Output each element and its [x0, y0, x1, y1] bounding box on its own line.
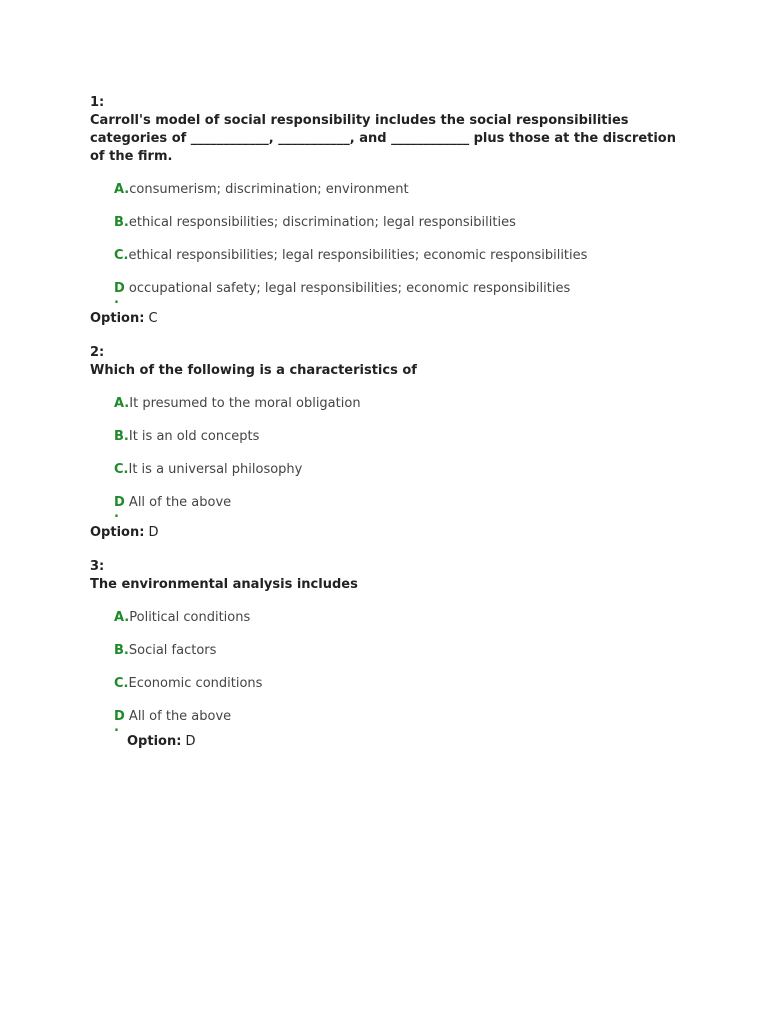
answer-value: D: [181, 734, 196, 749]
option-letter: B.: [114, 215, 129, 230]
answer: [90, 733, 690, 751]
option-b: [114, 428, 690, 446]
option-letter: A.: [114, 396, 130, 411]
option-text: Political conditions: [129, 610, 251, 625]
option-letter: D: [114, 709, 125, 724]
option-c: [114, 675, 690, 693]
option-letter: D: [114, 281, 125, 296]
option-text: It is an old concepts: [128, 429, 260, 444]
options-list: [90, 395, 690, 521]
answer-label: Option:: [127, 734, 182, 749]
answer: [90, 524, 690, 542]
option-dot: .: [114, 292, 119, 307]
quiz-page: [90, 94, 690, 767]
question-3: [90, 558, 690, 751]
option-a: [114, 395, 690, 413]
option-letter: C.: [114, 676, 129, 691]
option-d: [114, 494, 690, 521]
option-text: All of the above: [124, 709, 232, 724]
answer-value: D: [144, 525, 159, 540]
option-letter: A.: [114, 610, 130, 625]
option-text: Social factors: [128, 643, 217, 658]
option-letter: C.: [114, 248, 129, 263]
option-letter: B.: [114, 429, 129, 444]
option-text: Economic conditions: [128, 676, 263, 691]
answer-value: C: [144, 311, 158, 326]
question-number: 3:: [90, 559, 105, 574]
question-number: 1:: [90, 95, 105, 110]
question-number: 2:: [90, 345, 105, 360]
option-letter: C.: [114, 462, 129, 477]
option-a: [114, 181, 690, 199]
option-letter: A.: [114, 182, 130, 197]
question-2: [90, 344, 690, 542]
option-text: consumerism; discrimination; environment: [129, 182, 409, 197]
option-b: [114, 642, 690, 660]
option-text: ethical responsibilities; discrimination; legal responsibilities: [128, 215, 516, 230]
option-letter: D: [114, 495, 125, 510]
option-dot: .: [114, 720, 119, 735]
option-dot: .: [114, 506, 119, 521]
question-1: [90, 94, 690, 328]
option-text: It presumed to the moral obligation: [129, 396, 361, 411]
option-b: [114, 214, 690, 232]
option-text: All of the above: [124, 495, 232, 510]
option-text: ethical responsibilities; legal responsibilities; economic responsibilities: [128, 248, 588, 263]
options-list: [90, 181, 690, 307]
option-text: It is a universal philosophy: [128, 462, 303, 477]
option-letter: B.: [114, 643, 129, 658]
option-a: [114, 609, 690, 627]
question-text: The environmental analysis includes: [90, 577, 358, 592]
answer-label: Option:: [90, 525, 145, 540]
question-text: Which of the following is a characteristics of: [90, 363, 417, 378]
option-d: [114, 708, 690, 735]
options-list: [90, 609, 690, 735]
option-c: [114, 247, 690, 265]
option-c: [114, 461, 690, 479]
option-text: occupational safety; legal responsibilities; economic responsibilities: [124, 281, 571, 296]
answer: [90, 310, 690, 328]
question-text: Carroll's model of social responsibility includes the social responsibilities categories of ____________, ___________, and ____________ plus those at the discretion of the firm.: [90, 113, 676, 164]
option-d: [114, 280, 690, 307]
answer-label: Option:: [90, 311, 145, 326]
